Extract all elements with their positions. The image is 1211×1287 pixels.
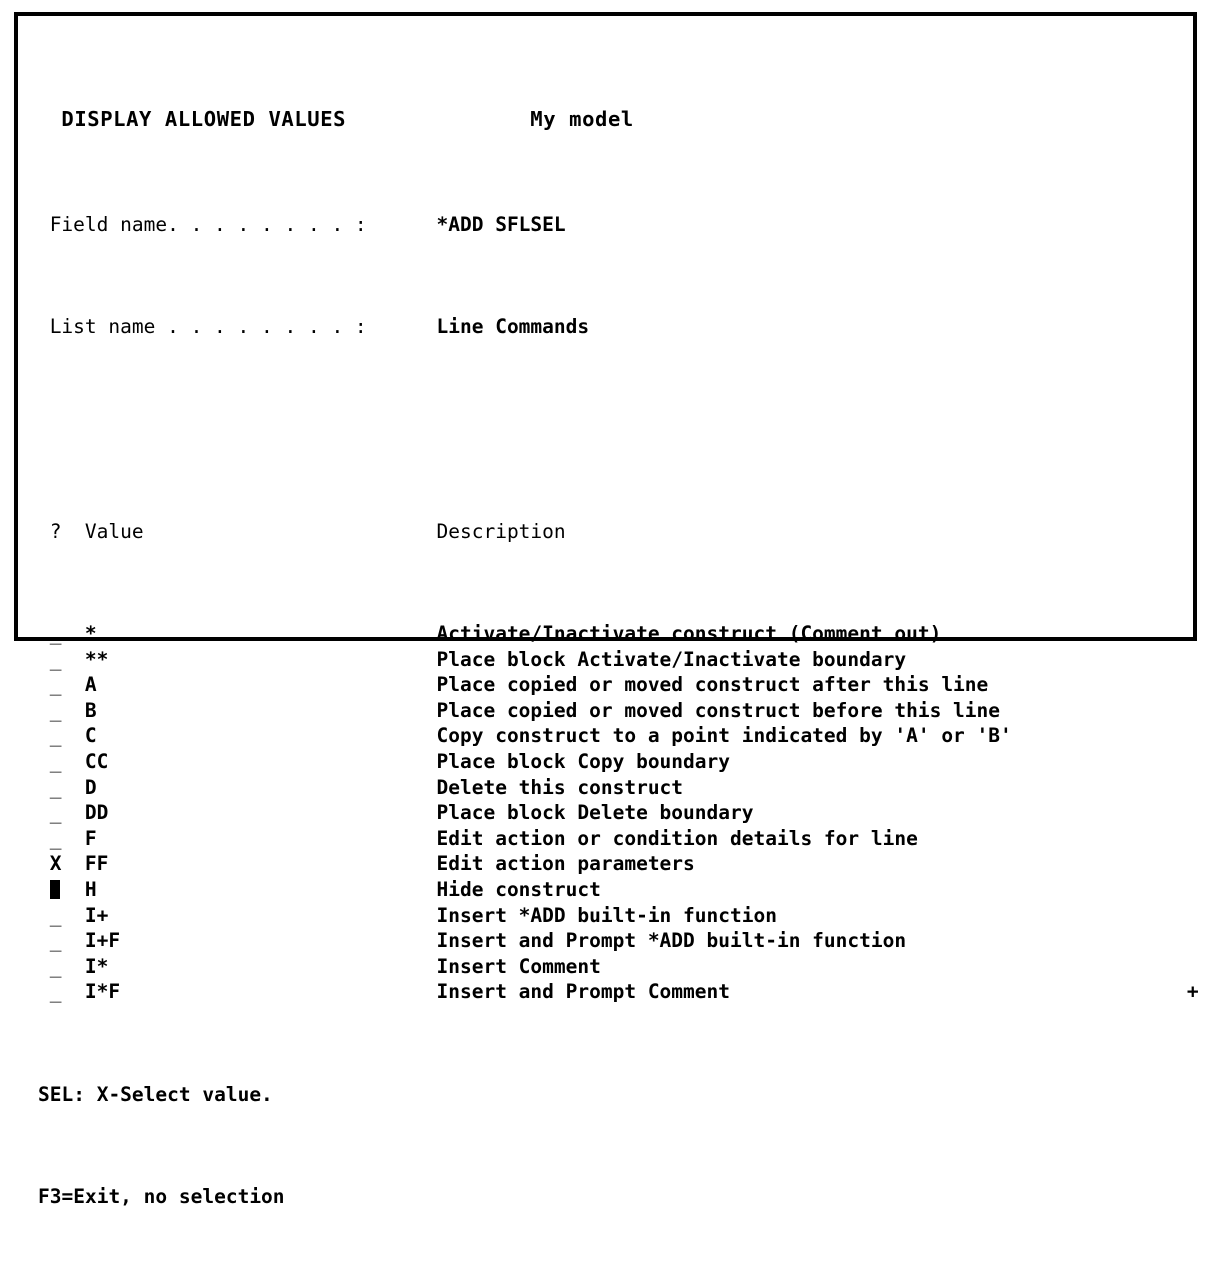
row-select-input[interactable]: _ (49, 698, 62, 722)
table-row (38, 647, 1183, 673)
terminal-content (38, 30, 1199, 1209)
footer-f3-row (38, 1184, 1183, 1210)
list-name-row (38, 314, 1183, 340)
row-value: DD (84, 801, 109, 825)
screen-border (14, 12, 1199, 1209)
row-select-input[interactable]: _ (49, 647, 62, 671)
row-value: I+ (84, 903, 109, 927)
table-row (38, 826, 1183, 852)
row-description: Place block Delete boundary (436, 801, 754, 825)
row-select-input[interactable]: _ (49, 826, 62, 850)
header-row (38, 107, 1183, 135)
column-header-select: ? (49, 519, 62, 543)
row-value: B (84, 698, 97, 722)
blank-line (38, 416, 1183, 442)
row-value: F (84, 826, 97, 850)
table-row (38, 698, 1183, 724)
table-row (38, 749, 1183, 775)
field-name-label: Field name. . . . . . . . : (49, 212, 367, 236)
row-value: CC (84, 750, 109, 774)
table-row (38, 851, 1183, 877)
table-row (38, 621, 1183, 647)
row-select-input[interactable]: _ (49, 929, 62, 953)
column-headers (38, 519, 1183, 545)
footer-f3-key[interactable]: F3=Exit, no selection (38, 1185, 285, 1209)
row-description: Copy construct to a point indicated by 'A' or 'B' (436, 724, 1012, 748)
row-description: Place copied or moved construct after this line (436, 673, 989, 697)
row-select-input[interactable]: _ (49, 622, 62, 646)
row-description: Insert and Prompt Comment (436, 980, 730, 1004)
allowed-values-list (38, 621, 1199, 1005)
row-description: Insert Comment (436, 954, 601, 978)
cursor-block (50, 880, 60, 899)
model-name: My model (530, 106, 634, 131)
table-row (38, 800, 1183, 826)
table-row (38, 928, 1183, 954)
footer-sel-text: SEL: X-Select value. (38, 1082, 273, 1106)
row-select-input[interactable] (50, 877, 60, 903)
row-value: * (84, 622, 97, 646)
row-description: Place copied or moved construct before this line (436, 698, 1001, 722)
row-value: D (84, 775, 97, 799)
row-value: FF (84, 852, 109, 876)
row-select-input[interactable]: _ (49, 750, 62, 774)
row-description: Place block Copy boundary (436, 750, 730, 774)
row-select-input[interactable]: _ (49, 903, 62, 927)
row-description: Edit action or condition details for line (436, 826, 918, 850)
table-row (38, 979, 1199, 1005)
row-value: I+F (84, 929, 121, 953)
row-description: Insert and Prompt *ADD built-in function (436, 929, 907, 953)
row-description: Edit action parameters (436, 852, 695, 876)
field-name-row (38, 212, 1183, 238)
more-indicator: + (1186, 980, 1199, 1004)
row-value: A (84, 673, 97, 697)
column-header-value: Value (84, 519, 144, 543)
table-row (38, 954, 1183, 980)
row-value: I*F (84, 980, 121, 1004)
column-header-description: Description (436, 519, 566, 543)
row-select-input[interactable]: _ (49, 724, 62, 748)
row-description: Delete this construct (436, 775, 684, 799)
row-description: Hide construct (436, 878, 601, 901)
row-select-input[interactable]: _ (49, 954, 62, 978)
row-select-input[interactable]: _ (49, 980, 62, 1004)
row-select-input[interactable]: _ (49, 801, 62, 825)
table-row (38, 903, 1183, 929)
row-select-input[interactable]: _ (49, 673, 62, 697)
row-value: H (84, 878, 97, 901)
footer-sel-row (38, 1082, 1183, 1108)
row-description: Activate/Inactivate construct (Comment out) (436, 622, 942, 646)
page-title: DISPLAY ALLOWED VALUES (61, 106, 347, 131)
row-description: Insert *ADD built-in function (436, 903, 777, 927)
row-value: ** (84, 647, 109, 671)
list-name-value: Line Commands (436, 314, 590, 338)
table-row (38, 775, 1183, 801)
row-value: C (84, 724, 97, 748)
table-row (38, 877, 1183, 903)
row-select-input[interactable]: _ (49, 775, 62, 799)
row-value: I* (84, 954, 109, 978)
row-description: Place block Activate/Inactivate boundary (436, 647, 907, 671)
field-name-value: *ADD SFLSEL (436, 212, 566, 236)
list-name-label: List name . . . . . . . . : (49, 314, 367, 338)
row-select-input[interactable]: X (49, 852, 62, 876)
table-row (38, 672, 1183, 698)
table-row (38, 723, 1183, 749)
